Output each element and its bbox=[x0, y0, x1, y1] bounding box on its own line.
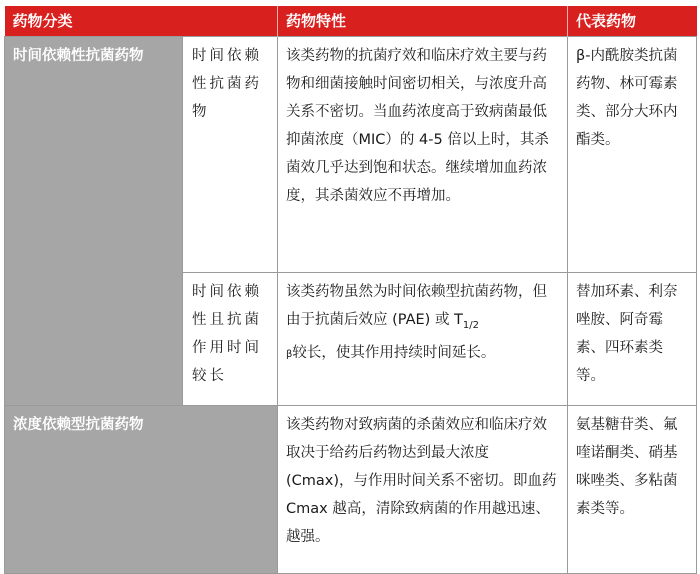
property-beta: β bbox=[286, 349, 293, 361]
subcategory-long-acting: 时间依赖性且抗菌作用时间较长 bbox=[183, 272, 278, 405]
examples-text: β-内酰胺类抗菌药物、林可霉素类、部分大环内酯类。 bbox=[568, 36, 697, 272]
subcategory-time-dependent: 时间依赖性抗菌药物 bbox=[183, 36, 278, 272]
header-classification: 药物分类 bbox=[5, 6, 278, 36]
examples-text: 替加环素、利奈唑胺、阿奇霉素、四环素类等。 bbox=[568, 272, 697, 405]
property-suffix: 较长，使其作用持续时间延长。 bbox=[292, 345, 496, 362]
property-text: 该类药物的抗菌疗效和临床疗效主要与药物和细菌接触时间密切相关，与浓度升高关系不密切。当血药浓度高于致病菌最低抑菌浓度（MIC）的 4-5 倍以上时，其杀菌效几乎达到饱和状态。继续增加血药浓度，其杀菌效应不再增加。 bbox=[278, 36, 568, 272]
property-text: 该类药物对致病菌的杀菌效应和临床疗效取决于给药后药物达到最大浓度 (Cmax)，与作用时间关系不密切。即血药 Cmax 越高，清除致病菌的作用越迅速、越强。 bbox=[278, 405, 568, 573]
category-time-dependent: 时间依赖性抗菌药物 bbox=[5, 36, 183, 405]
drug-classification-table bbox=[4, 6, 697, 574]
property-text bbox=[278, 272, 568, 405]
examples-text: 氨基糖苷类、氟喹诺酮类、硝基咪唑类、多粘菌素类等。 bbox=[568, 405, 697, 573]
table-row bbox=[5, 405, 697, 573]
header-row bbox=[5, 6, 697, 36]
header-properties: 药物特性 bbox=[278, 6, 568, 36]
property-prefix: 该类药物虽然为时间依赖型抗菌药物，但由于抗菌后效应 (PAE) 或 T bbox=[286, 283, 548, 328]
category-concentration-dependent: 浓度依赖型抗菌药物 bbox=[5, 405, 278, 573]
property-subscript: 1/2 bbox=[462, 319, 480, 331]
header-examples: 代表药物 bbox=[568, 6, 697, 36]
table-row bbox=[5, 36, 697, 272]
